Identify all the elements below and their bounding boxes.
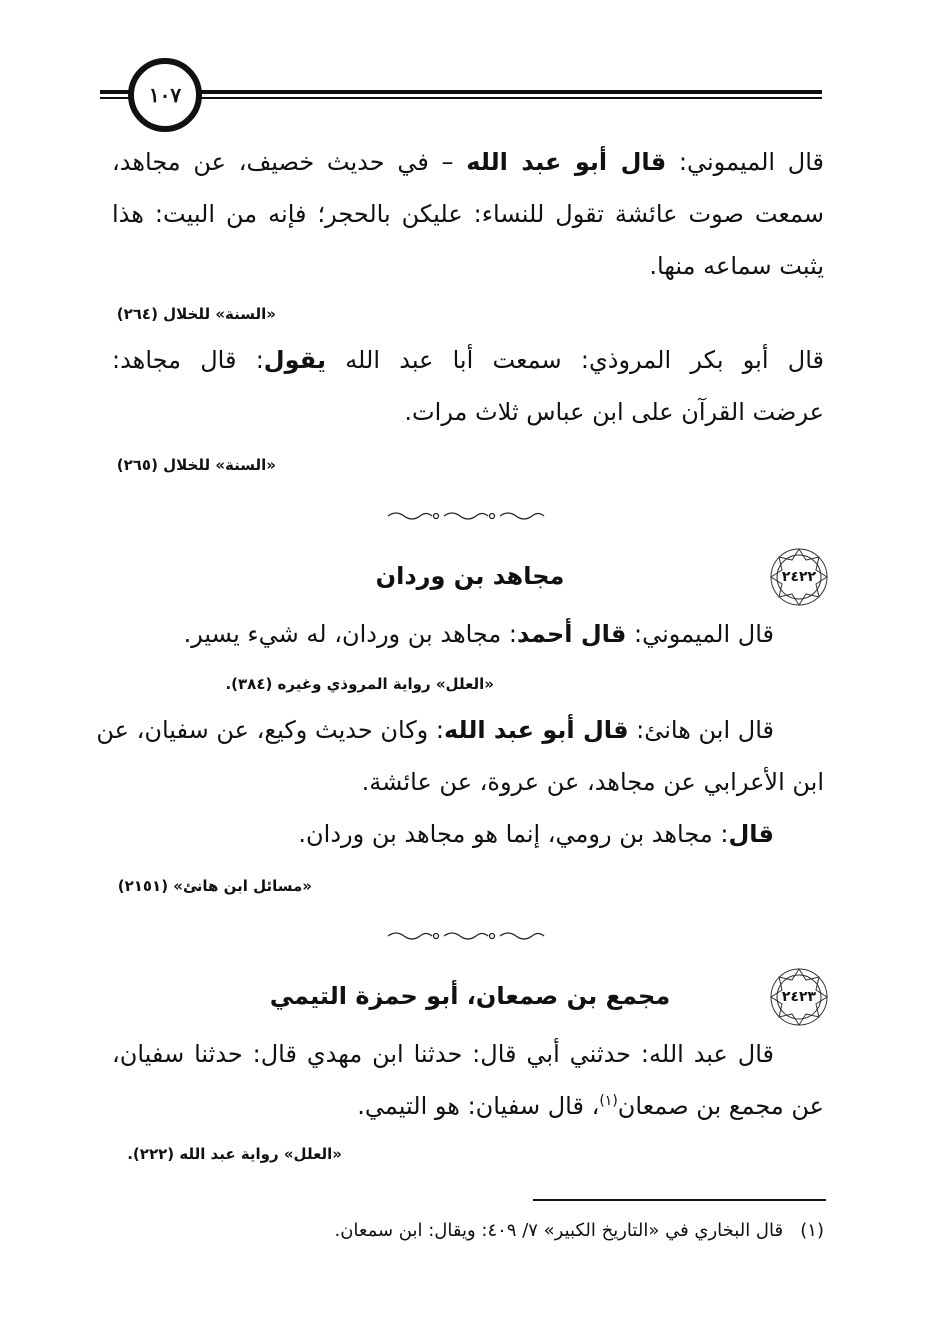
source-citation: «السنة» للخلال (٢٦٤) — [116, 305, 276, 323]
source-citation: «العلل» رواية عبد الله (٢٢٢). — [127, 1145, 342, 1163]
footnote — [334, 1220, 824, 1241]
footnote-marker: (١) — [800, 1220, 824, 1241]
divider-ornament — [380, 928, 560, 944]
entry-number-badge: ٢٤٢٢ — [768, 546, 830, 608]
text-line: يثبت سماعه منها. — [649, 252, 824, 280]
header-rule-bottom — [100, 97, 822, 99]
source-citation: «السنة» للخلال (٢٦٥) — [116, 456, 276, 474]
text-line: قال ابن هانئ: قال أبو عبد الله: وكان حديث وكيع، عن سفيان، عن — [96, 716, 774, 744]
text-line: عرضت القرآن على ابن عباس ثلاث مرات. — [404, 398, 824, 426]
page-number: ١٠٧ — [128, 58, 202, 132]
text-line: قال عبد الله: حدثني أبي قال: حدثنا ابن مهدي قال: حدثنا سفيان، — [112, 1040, 774, 1068]
section-title: مجمع بن صمعان، أبو حمزة التيمي — [269, 982, 671, 1010]
text-line: قال أبو بكر المروذي: سمعت أبا عبد الله يقول: قال مجاهد: — [112, 346, 824, 374]
text-line: سمعت صوت عائشة تقول للنساء: عليكن بالحجر؛ فإنه من البيت: هذا — [112, 200, 824, 228]
section-title: مجاهد بن وردان — [375, 562, 565, 590]
footnote-ref[interactable]: (١) — [599, 1093, 618, 1109]
entry-number-badge: ٢٤٢٣ — [768, 966, 830, 1028]
text-line: قال الميموني: قال أحمد: مجاهد بن وردان، له شيء يسير. — [183, 620, 774, 648]
text-line: قال: مجاهد بن رومي، إنما هو مجاهد بن وردان. — [298, 820, 774, 848]
text-line: ابن الأعرابي عن مجاهد، عن عروة، عن عائشة. — [361, 768, 824, 796]
text-line: عن مجمع بن صمعان$^{(١)}$، قال سفيان: هو التيمي. — [357, 1092, 824, 1120]
source-citation: «العلل» رواية المروذي وغيره (٣٨٤). — [225, 675, 494, 693]
footnote-rule — [533, 1199, 826, 1201]
divider-ornament — [380, 508, 560, 524]
footnote-text: قال البخاري في «التاريخ الكبير» ٧/ ٤٠٩: ويقال: ابن سمعان. — [334, 1220, 784, 1241]
header-rule-top — [100, 90, 822, 94]
source-citation: «مسائل ابن هانئ» (٢١٥١) — [117, 877, 312, 895]
text-line: قال الميموني: قال أبو عبد الله – في حديث خصيف، عن مجاهد، — [112, 148, 825, 176]
